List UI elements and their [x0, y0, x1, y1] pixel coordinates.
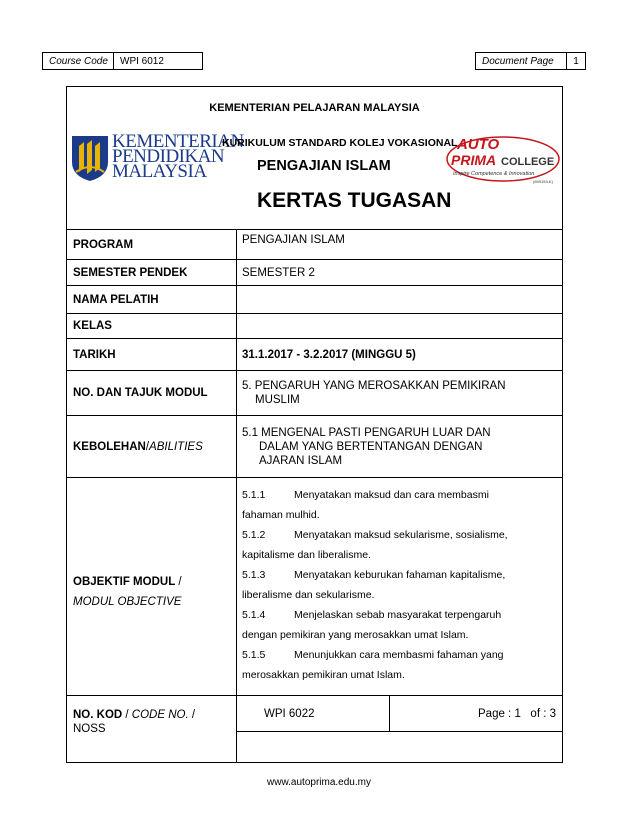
document-frame — [66, 86, 563, 763]
row-nama-pelatih — [67, 285, 562, 313]
tarikh-label: TARIKH — [67, 339, 237, 370]
kpm-shield-icon — [70, 132, 110, 182]
kpm-logo-text: KEMENTERIAN PENDIDIKAN MALAYSIA — [112, 131, 244, 182]
row-semester — [67, 259, 562, 285]
autoprima-college-logo — [445, 127, 562, 191]
semester-label: SEMESTER PENDEK — [67, 260, 237, 285]
objective-item: 5.1.5 Menunjukkan cara membasmi fahaman yang merosakkan pemikiran umat Islam. — [242, 649, 504, 681]
objective-item: 5.1.2 Menyatakan maksud sekularisme, sosialisme, kapitalisme dan liberalisme. — [242, 529, 508, 561]
course-code-value: WPI 6012 — [113, 52, 203, 70]
document-page-value: 1 — [566, 52, 586, 70]
kurikulum-title: KURIKULUM STANDARD KOLEJ VOKASIONAL — [222, 137, 458, 149]
kelas-label: KELAS — [67, 314, 237, 338]
program-value: PENGAJIAN ISLAM — [242, 234, 345, 246]
kebolehan-value — [237, 416, 562, 477]
kod-value: WPI 6022 — [237, 696, 390, 732]
page-indicator: Page : 1 of : 3 — [390, 696, 562, 732]
kebolehan-value-line1: 5.1 MENGENAL PASTI PENGARUH LUAR DAN — [242, 426, 491, 439]
footer-url: www.autoprima.edu.my — [267, 777, 371, 788]
document-header-strip — [42, 52, 586, 70]
tarikh-value: 31.1.2017 - 3.2.2017 (MINGGU 5) — [242, 348, 416, 361]
objektif-label: OBJEKTIF MODUL / MODUL OBJECTIVE — [67, 478, 237, 695]
row-kod — [67, 695, 562, 763]
row-kelas — [67, 313, 562, 338]
row-objektif — [67, 477, 562, 695]
program-label: PROGRAM — [67, 230, 237, 259]
svg-text:AUTO: AUTO — [457, 136, 500, 153]
ministry-title: KEMENTERIAN PELAJARAN MALAYSIA — [209, 102, 420, 114]
row-tarikh — [67, 338, 562, 370]
row-modul — [67, 370, 562, 415]
subject-title: PENGAJIAN ISLAM — [257, 158, 391, 174]
svg-text:COLLEGE: COLLEGE — [501, 156, 555, 168]
nama-pelatih-value — [237, 286, 562, 313]
kelas-value — [237, 314, 562, 338]
semester-value: SEMESTER 2 — [242, 266, 315, 279]
kebolehan-label: KEBOLEHAN / ABILITIES — [67, 416, 237, 477]
modul-value — [237, 371, 562, 415]
modul-value-line2: MUSLIM — [255, 394, 300, 406]
modul-label: NO. DAN TAJUK MODUL — [67, 371, 237, 415]
title-block — [67, 87, 562, 229]
document-page-label: Document Page — [475, 52, 567, 70]
objektif-list — [242, 485, 554, 685]
document-type-title: KERTAS TUGASAN — [257, 189, 452, 212]
svg-text:(699153-K): (699153-K) — [533, 179, 554, 184]
objective-item: 5.1.4 Menjelaskan sebab masyarakat terpengaruh dengan pemikiran yang merosakkan umat Islam. — [242, 609, 502, 641]
objective-item: 5.1.3 Menyatakan keburukan fahaman kapitalisme, liberalisme dan sekularisme. — [242, 569, 506, 601]
kpm-logo — [70, 131, 244, 184]
course-code-label: Course Code — [42, 52, 114, 70]
nama-pelatih-label: NAMA PELATIH — [67, 286, 237, 313]
svg-text:PRIMA: PRIMA — [451, 152, 497, 168]
modul-value-line1: 5. PENGARUH YANG MEROSAKKAN PEMIKIRAN — [242, 380, 506, 392]
row-program — [67, 229, 562, 259]
row-kebolehan — [67, 415, 562, 477]
objective-item: 5.1.1 Menyatakan maksud dan cara membasmi fahaman mulhid. — [242, 489, 489, 521]
kod-label: NO. KOD / CODE NO. / NOSS — [67, 696, 237, 763]
kebolehan-value-line2: DALAM YANG BERTENTANGAN DENGAN — [259, 440, 483, 453]
kebolehan-value-line3: AJARAN ISLAM — [259, 454, 343, 467]
svg-text:Inspire Competence & Innovatio: Inspire Competence & Innovation — [453, 171, 535, 177]
